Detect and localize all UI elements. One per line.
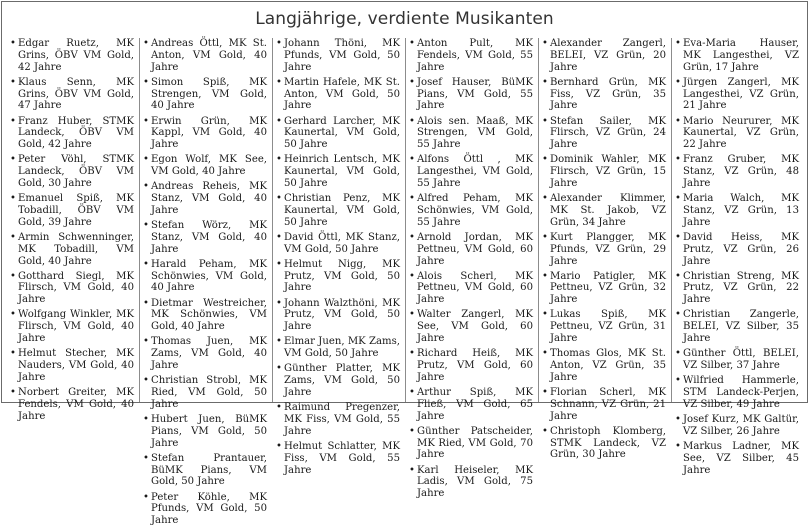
honoree-entry: • Elmar Juen, MK Zams, VM Gold, 50 Jahre	[276, 336, 400, 360]
honoree-entry: • Martin Hafele, MK St. Anton, VM Gold, 50 Jahre	[276, 77, 400, 112]
honoree-entry: • Edgar Ruetz, MK Grins, ÖBV VM Gold, 42 Jahre	[10, 38, 134, 73]
honoree-list	[675, 38, 799, 476]
column-1	[7, 38, 140, 422]
honoree-entry: • Mario Neururer, MK Kaunertal, VZ Grün, 22 Jahre	[675, 116, 799, 151]
honoree-entry: • Peter Köhle, MK Pfunds, VM Gold, 50 Jahre	[143, 492, 267, 527]
honoree-entry: • Florian Scherl, MK Schnann, VZ Grün, 21 Jahre	[542, 387, 666, 422]
honoree-entry: • Christoph Klomberg, STMK Landeck, VZ Grün, 30 Jahre	[542, 426, 666, 461]
honoree-entry: • David Öttl, MK Stanz, VM Gold, 50 Jahre	[276, 232, 400, 256]
honoree-entry: • Johann Walzthöni, MK Prutz, VM Gold, 50 Jahre	[276, 298, 400, 333]
honoree-entry: • Markus Ladner, MK See, VZ Silber, 45 Jahre	[675, 441, 799, 476]
honoree-entry: • Günther Öttl, BELEI, VZ Silber, 37 Jahre	[675, 348, 799, 372]
honoree-list	[542, 38, 666, 461]
honoree-list	[10, 38, 134, 422]
column-2	[140, 38, 273, 527]
honoree-entry: • Alexander Zangerl, BELEI, VZ Grün, 20 Jahre	[542, 38, 666, 73]
honoree-list	[143, 38, 267, 527]
honoree-entry: • Alois Scherl, MK Pettneu, VM Gold, 60 Jahre	[409, 271, 533, 306]
honoree-entry: • Anton Pult, MK Fendels, VM Gold, 55 Jahre	[409, 38, 533, 73]
honoree-entry: • Christian Zangerle, BELEI, VZ Silber, 35 Jahre	[675, 309, 799, 344]
honoree-entry: • Stefan Wörz, MK Stanz, VM Gold, 40 Jahre	[143, 220, 267, 255]
honoree-entry: • Gotthard Siegl, MK Flirsch, VM Gold, 40 Jahre	[10, 271, 134, 306]
honoree-entry: • Alfred Peham, MK Schönwies, VM Gold, 55 Jahre	[409, 193, 533, 228]
honoree-entry: • Christian Strobl, MK Ried, VM Gold, 50 Jahre	[143, 375, 267, 410]
honoree-entry: • Bernhard Grün, MK Fiss, VZ Grün, 35 Jahre	[542, 77, 666, 112]
honoree-entry: • Helmut Stecher, MK Nauders, VM Gold, 40 Jahre	[10, 348, 134, 383]
column-3	[273, 38, 406, 476]
honoree-list	[276, 38, 400, 476]
honoree-entry: • Franz Huber, STMK Landeck, ÖBV VM Gold, 42 Jahre	[10, 116, 134, 151]
honoree-entry: • Norbert Greiter, MK Fendels, VM Gold, 40 Jahre	[10, 387, 134, 422]
honoree-entry: • Armin Schwenninger, MK Tobadill, VM Gold, 40 Jahre	[10, 232, 134, 267]
honoree-entry: • Arthur Spiß, MK Fließ, VM Gold, 65 Jahre	[409, 387, 533, 422]
honoree-entry: • Arnold Jordan, MK Pettneu, VM Gold, 60 Jahre	[409, 232, 533, 267]
honoree-entry: • Andreas Reheis, MK Stanz, VM Gold, 40 Jahre	[143, 181, 267, 216]
honoree-entry: • Klaus Senn, MK Grins, ÖBV VM Gold, 47 Jahre	[10, 77, 134, 112]
honoree-entry: • Stefan Prantauer, BüMK Pians, VM Gold, 50 Jahre	[143, 453, 267, 488]
honoree-entry: • Josef Kurz, MK Galtür, VZ Silber, 26 Jahre	[675, 414, 799, 438]
honoree-entry: • Emanuel Spiß, MK Tobadill, ÖBV VM Gold, 39 Jahre	[10, 193, 134, 228]
honoree-list	[409, 38, 533, 500]
honoree-entry: • Helmut Nigg, MK Prutz, VM Gold, 50 Jahre	[276, 259, 400, 294]
honoree-entry: • Dietmar Westreicher, MK Schönwies, VM Gold, 40 Jahre	[143, 298, 267, 333]
honoree-entry: • Egon Wolf, MK See, VM Gold, 40 Jahre	[143, 154, 267, 178]
honoree-entry: • Heinrich Lentsch, MK Kaunertal, VM Gold, 50 Jahre	[276, 154, 400, 189]
honoree-entry: • Alois sen. Maaß, MK Strengen, VM Gold, 55 Jahre	[409, 116, 533, 151]
honoree-entry: • Lukas Spiß, MK Pettneu, VZ Grün, 31 Jahre	[542, 309, 666, 344]
honoree-entry: • Simon Spiß, MK Strengen, VM Gold, 40 Jahre	[143, 77, 267, 112]
honoree-entry: • Karl Heiseler, MK Ladis, VM Gold, 75 Jahre	[409, 465, 533, 500]
honoree-entry: • Stefan Sailer, MK Flirsch, VZ Grün, 24 Jahre	[542, 116, 666, 151]
article-title: Langjährige, verdiente Musikanten	[255, 9, 554, 29]
honoree-entry: • Peter Vöhl, STMK Landeck, ÖBV VM Gold, 30 Jahre	[10, 154, 134, 189]
honoree-entry: • Andreas Öttl, MK St. Anton, VM Gold, 40 Jahre	[143, 38, 267, 73]
honoree-entry: • Mario Patigler, MK Pettneu, VZ Grün, 32 Jahre	[542, 271, 666, 306]
honoree-entry: • Günther Patscheider, MK Ried, VM Gold, 70 Jahre	[409, 426, 533, 461]
honoree-entry: • Franz Gruber, MK Stanz, VZ Grün, 48 Jahre	[675, 154, 799, 189]
honoree-columns	[7, 38, 804, 527]
honoree-entry: • Josef Hauser, BüMK Pians, VM Gold, 55 Jahre	[409, 77, 533, 112]
honoree-entry: • Raimund Pregenzer, MK Fiss, VM Gold, 55 Jahre	[276, 402, 400, 437]
column-4	[406, 38, 539, 500]
honoree-entry: • Wilfried Hammerle, STM Landeck-Perjen, VZ Silber, 49 Jahre	[675, 375, 799, 410]
honoree-entry: • Erwin Grün, MK Kappl, VM Gold, 40 Jahre	[143, 116, 267, 151]
honoree-entry: • Richard Heiß, MK Prutz, VM Gold, 60 Jahre	[409, 348, 533, 383]
honoree-entry: • Walter Zangerl, MK See, VM Gold, 60 Jahre	[409, 309, 533, 344]
honoree-entry: • Jürgen Zangerl, MK Langesthei, VZ Grün, 21 Jahre	[675, 77, 799, 112]
honoree-entry: • Eva-Maria Hauser, MK Langesthei, VZ Grün, 17 Jahre	[675, 38, 799, 73]
honoree-entry: • Alexander Klimmer, MK St. Jakob, VZ Grün, 34 Jahre	[542, 193, 666, 228]
honoree-entry: • Alfons Öttl , MK Langesthei, VM Gold, 55 Jahre	[409, 154, 533, 189]
honoree-entry: • Hubert Juen, BüMK Pians, VM Gold, 50 Jahre	[143, 414, 267, 449]
honoree-entry: • Gerhard Larcher, MK Kaunertal, VM Gold, 50 Jahre	[276, 116, 400, 151]
honoree-entry: • Dominik Wahler, MK Flirsch, VZ Grün, 15 Jahre	[542, 154, 666, 189]
honoree-entry: • Wolfgang Winkler, MK Flirsch, VM Gold, 40 Jahre	[10, 309, 134, 344]
honoree-entry: • Harald Peham, MK Schönwies, VM Gold, 40 Jahre	[143, 259, 267, 294]
column-6	[672, 38, 804, 476]
honoree-entry: • Christian Penz, MK Kaunertal, VM Gold, 50 Jahre	[276, 193, 400, 228]
honoree-entry: • Kurt Plangger, MK Pfunds, VZ Grün, 29 Jahre	[542, 232, 666, 267]
honoree-entry: • Christian Streng, MK Prutz, VZ Grün, 22 Jahre	[675, 271, 799, 306]
honoree-entry: • Thomas Glos, MK St. Anton, VZ Grün, 35 Jahre	[542, 348, 666, 383]
honoree-entry: • Thomas Juen, MK Zams, VM Gold, 40 Jahre	[143, 336, 267, 371]
honoree-entry: • David Heiss, MK Prutz, VZ Grün, 26 Jahre	[675, 232, 799, 267]
honoree-entry: • Helmut Schlatter, MK Fiss, VM Gold, 55 Jahre	[276, 441, 400, 476]
honoree-entry: • Maria Walch, MK Stanz, VZ Grün, 13 Jahre	[675, 193, 799, 228]
column-5	[539, 38, 672, 461]
article-box	[1, 1, 808, 527]
honoree-entry: • Günther Platter, MK Zams, VM Gold, 50 Jahre	[276, 363, 400, 398]
honoree-entry: • Johann Thöni, MK Pfunds, VM Gold, 50 Jahre	[276, 38, 400, 73]
